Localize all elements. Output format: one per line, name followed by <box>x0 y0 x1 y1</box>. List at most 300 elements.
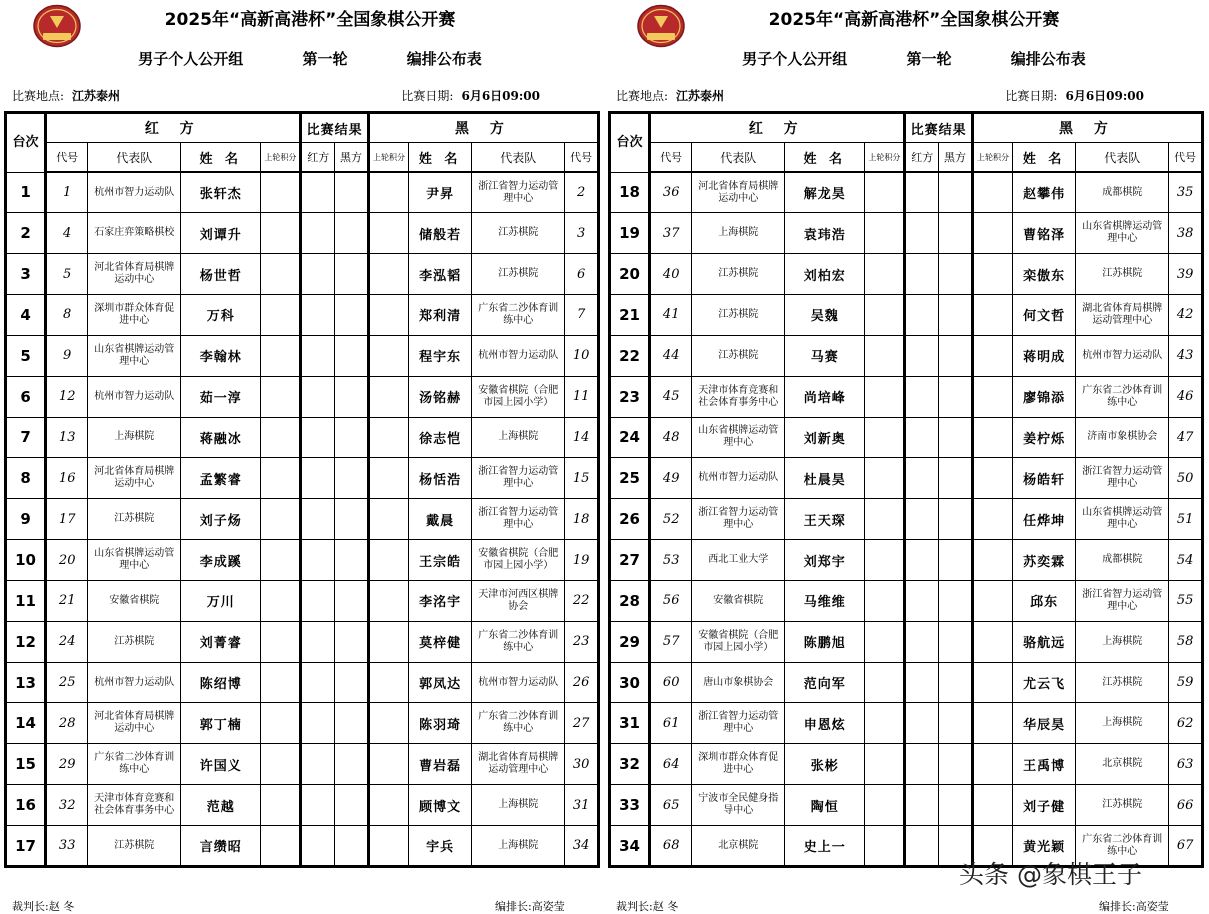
black-prev-score <box>972 703 1012 744</box>
black-prev-score <box>972 295 1012 336</box>
red-result <box>905 254 939 295</box>
red-result <box>905 213 939 254</box>
black-code: 11 <box>565 376 599 417</box>
red-code: 64 <box>650 744 692 785</box>
red-code: 25 <box>46 662 88 703</box>
black-team: 浙江省智力运动管理中心 <box>1076 580 1169 621</box>
black-team: 湖北省体育局棋牌运动管理中心 <box>472 744 565 785</box>
red-result <box>905 417 939 458</box>
red-result <box>905 376 939 417</box>
red-team: 江苏棋院 <box>88 826 181 867</box>
red-player-name: 杨世哲 <box>181 254 261 295</box>
red-code: 36 <box>650 172 692 213</box>
red-prev-score <box>865 213 905 254</box>
red-code: 49 <box>650 458 692 499</box>
black-code: 39 <box>1169 254 1203 295</box>
red-prev-score <box>865 458 905 499</box>
black-player-name: 储般若 <box>409 213 472 254</box>
red-result <box>905 295 939 336</box>
page-title: 2025年“高新高港杯”全国象棋公开赛 <box>164 10 456 30</box>
table-row <box>610 172 1203 213</box>
black-result <box>335 458 369 499</box>
header-team: 代表队 <box>88 143 181 173</box>
red-team: 山东省棋牌运动管理中心 <box>88 335 181 376</box>
cxa-logo-icon <box>636 4 686 48</box>
red-prev-score <box>261 172 301 213</box>
black-player-name: 郭凤达 <box>409 662 472 703</box>
black-team: 江苏棋院 <box>472 213 565 254</box>
board-number: 24 <box>610 417 650 458</box>
black-player-name: 王宗皓 <box>409 540 472 581</box>
black-result <box>335 662 369 703</box>
table-row <box>6 417 599 458</box>
black-player-name: 李洺宇 <box>409 580 472 621</box>
black-player-name: 黄光颖 <box>1013 826 1076 867</box>
red-result <box>301 826 335 867</box>
subtitle-group: 男子个人公开组 <box>742 50 848 68</box>
red-result <box>301 254 335 295</box>
black-code: 19 <box>565 540 599 581</box>
table-row <box>6 621 599 662</box>
black-team: 江苏棋院 <box>472 254 565 295</box>
black-team: 杭州市智力运动队 <box>1076 335 1169 376</box>
red-player-name: 刘子炀 <box>181 499 261 540</box>
black-player-name: 程宇东 <box>409 335 472 376</box>
black-player-name: 任烨坤 <box>1013 499 1076 540</box>
black-team: 上海棋院 <box>1076 621 1169 662</box>
red-team: 杭州市智力运动队 <box>88 376 181 417</box>
red-team: 江苏棋院 <box>692 335 785 376</box>
black-team: 成都棋院 <box>1076 172 1169 213</box>
black-team: 成都棋院 <box>1076 540 1169 581</box>
black-prev-score <box>368 458 408 499</box>
black-code: 14 <box>565 417 599 458</box>
red-code: 48 <box>650 417 692 458</box>
red-team: 广东省二沙体育训练中心 <box>88 744 181 785</box>
black-result <box>335 172 369 213</box>
black-result <box>335 499 369 540</box>
red-result <box>301 417 335 458</box>
black-player-name: 蒋明成 <box>1013 335 1076 376</box>
red-code: 21 <box>46 580 88 621</box>
black-result <box>335 703 369 744</box>
table-row <box>610 376 1203 417</box>
red-result <box>905 580 939 621</box>
red-result <box>301 499 335 540</box>
red-result <box>905 703 939 744</box>
header-name: 姓 名 <box>785 143 865 173</box>
black-team: 广东省二沙体育训练中心 <box>472 621 565 662</box>
subtitle-group: 男子个人公开组 <box>138 50 244 68</box>
black-prev-score <box>972 172 1012 213</box>
black-code: 54 <box>1169 540 1203 581</box>
red-player-name: 范越 <box>181 785 261 826</box>
black-code: 35 <box>1169 172 1203 213</box>
red-team: 深圳市群众体育促进中心 <box>88 295 181 336</box>
red-player-name: 刘柏宏 <box>785 254 865 295</box>
board-number: 32 <box>610 744 650 785</box>
black-code: 2 <box>565 172 599 213</box>
red-team: 北京棋院 <box>692 826 785 867</box>
black-player-name: 曹铭泽 <box>1013 213 1076 254</box>
red-player-name: 马维维 <box>785 580 865 621</box>
referee-footer: 裁判长:赵 冬 <box>12 900 75 913</box>
red-player-name: 刘菁睿 <box>181 621 261 662</box>
black-prev-score <box>972 580 1012 621</box>
red-result <box>905 458 939 499</box>
red-team: 安徽省棋院 <box>692 580 785 621</box>
header-name: 姓 名 <box>181 143 261 173</box>
red-prev-score <box>865 621 905 662</box>
red-player-name: 刘谭升 <box>181 213 261 254</box>
red-player-name: 吴魏 <box>785 295 865 336</box>
black-team: 山东省棋牌运动管理中心 <box>1076 499 1169 540</box>
red-prev-score <box>261 295 301 336</box>
header-prev-score: 上轮积分 <box>865 143 905 173</box>
page-subtitle <box>60 48 560 69</box>
black-result <box>335 826 369 867</box>
black-prev-score <box>972 213 1012 254</box>
black-prev-score <box>368 744 408 785</box>
red-team: 江苏棋院 <box>692 254 785 295</box>
black-prev-score <box>368 540 408 581</box>
red-prev-score <box>865 744 905 785</box>
pairing-table <box>608 111 1204 868</box>
black-code: 27 <box>565 703 599 744</box>
red-code: 65 <box>650 785 692 826</box>
red-prev-score <box>865 785 905 826</box>
referee-footer: 裁判长:赵 冬 <box>616 900 679 913</box>
black-team: 浙江省智力运动管理中心 <box>472 172 565 213</box>
black-prev-score <box>368 499 408 540</box>
table-row <box>6 213 599 254</box>
black-prev-score <box>368 335 408 376</box>
header-black-result: 黑方 <box>335 143 369 173</box>
black-code: 50 <box>1169 458 1203 499</box>
pairing-rows <box>6 172 599 867</box>
black-player-name: 赵攀伟 <box>1013 172 1076 213</box>
table-row <box>6 458 599 499</box>
red-code: 68 <box>650 826 692 867</box>
venue-info: 比赛地点: 江苏泰州 <box>12 89 121 103</box>
red-code: 28 <box>46 703 88 744</box>
black-team: 北京棋院 <box>1076 744 1169 785</box>
red-code: 13 <box>46 417 88 458</box>
red-player-name: 史上一 <box>785 826 865 867</box>
red-player-name: 李成蹊 <box>181 540 261 581</box>
pairing-rows <box>610 172 1203 867</box>
black-prev-score <box>972 744 1012 785</box>
red-prev-score <box>865 254 905 295</box>
board-number: 23 <box>610 376 650 417</box>
red-prev-score <box>261 703 301 744</box>
black-team: 上海棋院 <box>472 417 565 458</box>
board-number: 30 <box>610 662 650 703</box>
red-prev-score <box>865 662 905 703</box>
arranger-footer: 编排长:高姿莹 <box>495 900 565 913</box>
red-player-name: 陈鹏旭 <box>785 621 865 662</box>
board-number: 33 <box>610 785 650 826</box>
black-prev-score <box>368 254 408 295</box>
board-number: 22 <box>610 335 650 376</box>
header-red: 红 方 <box>650 113 905 143</box>
red-result <box>905 621 939 662</box>
header-team: 代表队 <box>692 143 785 173</box>
table-row <box>6 172 599 213</box>
red-result <box>301 785 335 826</box>
header-code: 代号 <box>46 143 88 173</box>
red-result <box>301 335 335 376</box>
black-result <box>939 580 973 621</box>
red-team: 江苏棋院 <box>692 295 785 336</box>
red-player-name: 蒋融冰 <box>181 417 261 458</box>
black-team: 杭州市智力运动队 <box>472 662 565 703</box>
black-code: 6 <box>565 254 599 295</box>
header-code: 代号 <box>565 143 599 173</box>
black-result <box>939 621 973 662</box>
header-name: 姓 名 <box>409 143 472 173</box>
black-prev-score <box>972 499 1012 540</box>
black-prev-score <box>368 621 408 662</box>
red-result <box>301 458 335 499</box>
black-code: 38 <box>1169 213 1203 254</box>
black-code: 62 <box>1169 703 1203 744</box>
red-prev-score <box>865 580 905 621</box>
table-row <box>610 744 1203 785</box>
red-team: 杭州市智力运动队 <box>692 458 785 499</box>
board-number: 5 <box>6 335 46 376</box>
red-team: 浙江省智力运动管理中心 <box>692 499 785 540</box>
red-result <box>905 744 939 785</box>
red-team: 宁波市全民健身指导中心 <box>692 785 785 826</box>
black-code: 43 <box>1169 335 1203 376</box>
red-player-name: 李翰林 <box>181 335 261 376</box>
black-player-name: 刘子健 <box>1013 785 1076 826</box>
header-prev-score: 上轮积分 <box>368 143 408 173</box>
red-player-name: 张轩杰 <box>181 172 261 213</box>
red-team: 西北工业大学 <box>692 540 785 581</box>
board-number: 25 <box>610 458 650 499</box>
black-code: 23 <box>565 621 599 662</box>
red-prev-score <box>261 254 301 295</box>
board-number: 15 <box>6 744 46 785</box>
table-row <box>6 499 599 540</box>
header-prev-score: 上轮积分 <box>972 143 1012 173</box>
board-number: 12 <box>6 621 46 662</box>
arranger-footer: 编排长:高姿莹 <box>1099 900 1169 913</box>
black-team: 天津市河西区棋牌协会 <box>472 580 565 621</box>
black-team: 江苏棋院 <box>1076 662 1169 703</box>
red-player-name: 刘郑宇 <box>785 540 865 581</box>
black-result <box>335 213 369 254</box>
black-prev-score <box>368 662 408 703</box>
black-player-name: 莫梓健 <box>409 621 472 662</box>
black-player-name: 杨恬浩 <box>409 458 472 499</box>
header-result: 比赛结果 <box>301 113 369 143</box>
red-prev-score <box>261 785 301 826</box>
black-player-name: 郑利清 <box>409 295 472 336</box>
red-team: 河北省体育局棋牌运动中心 <box>692 172 785 213</box>
board-number: 20 <box>610 254 650 295</box>
black-code: 3 <box>565 213 599 254</box>
black-code: 59 <box>1169 662 1203 703</box>
red-result <box>301 295 335 336</box>
black-player-name: 廖锦添 <box>1013 376 1076 417</box>
red-code: 45 <box>650 376 692 417</box>
board-number: 6 <box>6 376 46 417</box>
red-team: 石家庄弈策略棋校 <box>88 213 181 254</box>
table-row <box>610 703 1203 744</box>
red-result <box>905 499 939 540</box>
table-row <box>6 826 599 867</box>
black-team: 上海棋院 <box>1076 703 1169 744</box>
subtitle-round: 第一轮 <box>302 50 348 68</box>
board-number: 7 <box>6 417 46 458</box>
red-team: 杭州市智力运动队 <box>88 662 181 703</box>
black-player-name: 邱东 <box>1013 580 1076 621</box>
black-player-name: 陈羽琦 <box>409 703 472 744</box>
black-team: 广东省二沙体育训练中心 <box>1076 826 1169 867</box>
red-team: 安徽省棋院（合肥市园上园小学） <box>692 621 785 662</box>
black-player-name: 苏奕霖 <box>1013 540 1076 581</box>
header-team: 代表队 <box>1076 143 1169 173</box>
black-result <box>939 417 973 458</box>
red-code: 5 <box>46 254 88 295</box>
meta-row <box>12 87 594 105</box>
header-red: 红 方 <box>46 113 301 143</box>
header-red-result: 红方 <box>301 143 335 173</box>
red-player-name: 杜晨昊 <box>785 458 865 499</box>
black-result <box>939 254 973 295</box>
pairing-table <box>4 111 600 868</box>
red-prev-score <box>865 703 905 744</box>
red-player-name: 许国义 <box>181 744 261 785</box>
black-prev-score <box>368 213 408 254</box>
black-player-name: 何文哲 <box>1013 295 1076 336</box>
red-team: 江苏棋院 <box>88 621 181 662</box>
black-code: 55 <box>1169 580 1203 621</box>
black-code: 15 <box>565 458 599 499</box>
black-result <box>335 254 369 295</box>
board-number: 34 <box>610 826 650 867</box>
red-result <box>301 621 335 662</box>
black-prev-score <box>972 335 1012 376</box>
black-team: 安徽省棋院（合肥市园上园小学） <box>472 376 565 417</box>
black-result <box>939 785 973 826</box>
black-result <box>939 376 973 417</box>
red-team: 上海棋院 <box>88 417 181 458</box>
red-team: 唐山市象棋协会 <box>692 662 785 703</box>
red-prev-score <box>865 826 905 867</box>
red-code: 44 <box>650 335 692 376</box>
red-prev-score <box>261 744 301 785</box>
red-prev-score <box>261 335 301 376</box>
red-team: 深圳市群众体育促进中心 <box>692 744 785 785</box>
red-player-name: 万川 <box>181 580 261 621</box>
black-result <box>939 213 973 254</box>
board-number: 13 <box>6 662 46 703</box>
black-code: 26 <box>565 662 599 703</box>
black-result <box>335 376 369 417</box>
red-result <box>301 172 335 213</box>
black-player-name: 尹昇 <box>409 172 472 213</box>
red-code: 61 <box>650 703 692 744</box>
black-prev-score <box>972 621 1012 662</box>
table-row <box>610 335 1203 376</box>
table-row <box>6 335 599 376</box>
black-prev-score <box>972 540 1012 581</box>
red-code: 29 <box>46 744 88 785</box>
table-row <box>6 744 599 785</box>
venue-info: 比赛地点: 江苏泰州 <box>616 89 725 103</box>
black-result <box>939 703 973 744</box>
board-number: 26 <box>610 499 650 540</box>
red-result <box>301 744 335 785</box>
board-number: 11 <box>6 580 46 621</box>
table-row <box>6 295 599 336</box>
red-prev-score <box>865 295 905 336</box>
black-code: 66 <box>1169 785 1203 826</box>
black-prev-score <box>368 826 408 867</box>
red-prev-score <box>865 417 905 458</box>
red-result <box>905 785 939 826</box>
black-prev-score <box>368 376 408 417</box>
red-team: 山东省棋牌运动管理中心 <box>692 417 785 458</box>
red-player-name: 范向军 <box>785 662 865 703</box>
black-result <box>939 335 973 376</box>
red-code: 17 <box>46 499 88 540</box>
board-number: 21 <box>610 295 650 336</box>
header-board: 台次 <box>610 113 650 173</box>
black-player-name: 姜柠烁 <box>1013 417 1076 458</box>
red-result <box>905 540 939 581</box>
red-prev-score <box>865 540 905 581</box>
header-name: 姓 名 <box>1013 143 1076 173</box>
board-number: 17 <box>6 826 46 867</box>
black-team: 广东省二沙体育训练中心 <box>472 703 565 744</box>
black-team: 广东省二沙体育训练中心 <box>1076 376 1169 417</box>
board-number: 29 <box>610 621 650 662</box>
red-player-name: 陶恒 <box>785 785 865 826</box>
header-prev-score: 上轮积分 <box>261 143 301 173</box>
header-red-result: 红方 <box>905 143 939 173</box>
red-team: 河北省体育局棋牌运动中心 <box>88 458 181 499</box>
black-prev-score <box>972 458 1012 499</box>
black-code: 47 <box>1169 417 1203 458</box>
black-result <box>939 295 973 336</box>
black-player-name: 徐志恺 <box>409 417 472 458</box>
black-player-name: 汤铭赫 <box>409 376 472 417</box>
table-row <box>610 662 1203 703</box>
black-code: 10 <box>565 335 599 376</box>
red-player-name: 陈绍博 <box>181 662 261 703</box>
cxa-logo-icon <box>32 4 82 48</box>
black-player-name: 王禹博 <box>1013 744 1076 785</box>
left-sheet <box>0 0 604 914</box>
subtitle-doc: 编排公布表 <box>1010 50 1086 68</box>
red-player-name: 郭丁楠 <box>181 703 261 744</box>
board-number: 10 <box>6 540 46 581</box>
red-prev-score <box>261 417 301 458</box>
board-number: 31 <box>610 703 650 744</box>
red-result <box>905 662 939 703</box>
black-team: 浙江省智力运动管理中心 <box>472 458 565 499</box>
black-code: 34 <box>565 826 599 867</box>
subtitle-doc: 编排公布表 <box>406 50 482 68</box>
black-code: 31 <box>565 785 599 826</box>
red-code: 16 <box>46 458 88 499</box>
black-team: 湖北省体育局棋牌运动管理中心 <box>1076 295 1169 336</box>
